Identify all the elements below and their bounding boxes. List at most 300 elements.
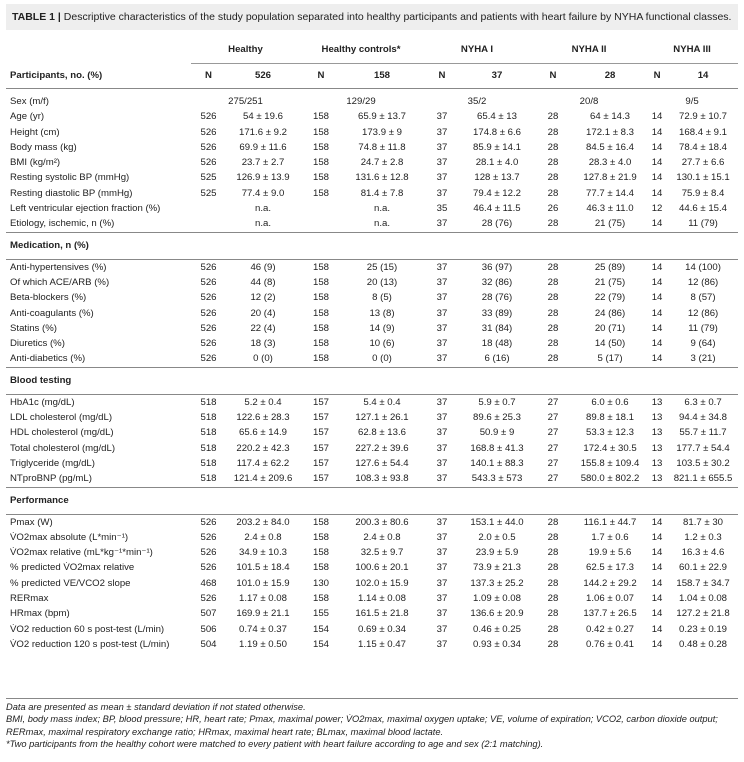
row-label: Resting diastolic BP (mmHg): [10, 187, 133, 199]
participant-count: 526: [226, 64, 300, 89]
table-caption: [6, 4, 738, 30]
stat-value: 14 (100): [685, 261, 721, 273]
stat-value: 200.3 ± 80.6: [355, 516, 409, 528]
stat-value: 20 (4): [250, 307, 276, 319]
n-value: 28: [547, 292, 559, 304]
header-blank: [6, 36, 191, 64]
n-value: 158: [312, 172, 329, 184]
n-value: 158: [312, 516, 329, 528]
stat-value: 46.3 ± 11.0: [586, 203, 634, 215]
n-value: 35: [436, 203, 448, 215]
stat-value: 32 (86): [481, 276, 513, 288]
n-value: 158: [312, 531, 329, 543]
stat-value: 102.0 ± 15.9: [355, 577, 409, 589]
table-row: [6, 186, 738, 201]
n-value: 37: [436, 638, 448, 650]
n-value: 28: [547, 261, 559, 273]
stat-value: 101.5 ± 18.4: [236, 562, 290, 574]
n-header: N: [646, 64, 668, 89]
stat-value: 5 (17): [574, 351, 646, 367]
n-value: 37: [436, 427, 448, 439]
n-value: 158: [312, 292, 329, 304]
row-label: Body mass (kg): [10, 141, 77, 153]
stat-value: 28.1 ± 4.0: [475, 157, 519, 169]
stat-value: 81.7 ± 30: [683, 516, 723, 528]
stat-value: 72.9 ± 10.7: [679, 111, 727, 123]
stat-value: 60.1 ± 22.9: [679, 562, 727, 574]
n-value: 526: [200, 322, 217, 334]
stat-value: 12 (86): [687, 276, 719, 288]
row-label: Etiology, ischemic, n (%): [6, 216, 191, 232]
stat-value: 1.17 ± 0.08: [239, 593, 287, 605]
row-label: % predicted V̇O2max relative: [10, 562, 135, 574]
n-value: 13: [651, 396, 663, 408]
stat-value: 2.4 ± 0.8: [244, 531, 282, 543]
stat-value: 44 (8): [250, 276, 276, 288]
table-row: [6, 591, 738, 606]
table-row: [6, 306, 738, 321]
stat-value: 14 (9): [369, 322, 395, 334]
stat-value: 25 (89): [594, 261, 626, 273]
n-value: 14: [651, 638, 663, 650]
n-value: 37: [436, 593, 448, 605]
stat-value: 227.2 ± 39.6: [355, 442, 409, 454]
row-label: Age (yr): [10, 111, 45, 123]
spanned-value: 275/251: [228, 96, 263, 107]
stat-value: 103.5 ± 30.2: [676, 457, 730, 469]
row-label: V̇O2max absolute (L*min⁻¹): [10, 531, 129, 543]
n-value: 526: [200, 111, 217, 123]
row-label: Total cholesterol (mg/dL): [10, 442, 116, 454]
n-value: 518: [200, 396, 217, 408]
stat-value: 126.9 ± 13.9: [236, 172, 290, 184]
stat-value: 23.7 ± 2.7: [241, 157, 285, 169]
stat-value: 0 (0): [342, 351, 422, 367]
footnote-2: BMI, body mass index; BP, blood pressure; HR, heart rate; Pmax, maximal power; V̇O2max, maximal oxygen uptake; VE, volume of expiration; VCO2, carbon dioxide output; RERmax, maximal respiratory exchange ratio; HRmax, maximal heart rate; BLmax, maximal blood lactate.: [6, 714, 718, 737]
row-label: HRmax (bpm): [10, 608, 70, 620]
n-value: 154: [312, 638, 329, 650]
stat-value: 821.1 ± 655.5: [668, 471, 738, 487]
n-value: 14: [651, 261, 663, 273]
stat-value: 172.4 ± 30.5: [583, 442, 637, 454]
stat-value: 161.5 ± 21.8: [355, 608, 409, 620]
stat-value: 172.1 ± 8.3: [586, 126, 634, 138]
n-value: 14: [651, 126, 663, 138]
stat-value: 1.09 ± 0.08: [473, 593, 521, 605]
stat-value: 168.4 ± 9.1: [679, 126, 727, 138]
n-header: N: [191, 64, 226, 89]
n-value: 518: [200, 457, 217, 469]
stat-value: 74.8 ± 11.8: [358, 141, 406, 153]
stat-value: 11 (79): [668, 216, 738, 232]
n-value: 158: [312, 322, 329, 334]
n-value: 526: [200, 547, 217, 559]
stat-value: 94.4 ± 34.8: [679, 412, 727, 424]
spanned-value: 9/5: [685, 96, 699, 107]
stat-value: 0.93 ± 0.34: [473, 638, 521, 650]
n-value: 28: [547, 562, 559, 574]
table-row: [6, 275, 738, 290]
n-value: [300, 216, 342, 232]
caption-text: Descriptive characteristics of the study population separated into healthy participants and patients with heart failure by NYHA functional classes.: [63, 11, 732, 23]
n-value: 14: [651, 608, 663, 620]
stat-value: 69.9 ± 11.6: [239, 141, 287, 153]
stat-value: 13 (8): [369, 307, 395, 319]
n-value: 28: [547, 593, 559, 605]
row-label: Triglyceride (mg/dL): [10, 457, 95, 469]
row-label: Pmax (W): [10, 516, 53, 528]
group-header: NYHA I: [422, 36, 532, 64]
n-value: 14: [651, 292, 663, 304]
n-value: 14: [651, 531, 663, 543]
stat-value: 1.7 ± 0.6: [591, 531, 629, 543]
n-value: 157: [312, 396, 329, 408]
stat-value: 108.3 ± 93.8: [342, 471, 422, 487]
stat-value: 24.7 ± 2.8: [360, 157, 404, 169]
n-value: 157: [312, 457, 329, 469]
n-value: 14: [651, 547, 663, 559]
stat-value: 5.4 ± 0.4: [363, 396, 401, 408]
stat-value: 127.1 ± 26.1: [355, 412, 409, 424]
row-label: Of which ACE/ARB (%): [10, 276, 110, 288]
n-value: 37: [436, 172, 448, 184]
table-row: [6, 109, 738, 124]
table-row: [6, 425, 738, 440]
stat-value: 79.4 ± 12.2: [473, 187, 521, 199]
stat-value: 543.3 ± 573: [462, 471, 532, 487]
n-value: 37: [436, 126, 448, 138]
row-label: HbA1c (mg/dL): [10, 396, 75, 408]
stat-value: n.a.: [226, 216, 300, 232]
n-value: 37: [422, 471, 462, 487]
stat-value: 23.9 ± 5.9: [475, 547, 519, 559]
participants-row: [6, 64, 738, 89]
stat-value: 14 (50): [594, 338, 626, 350]
row-label: V̇O2 reduction 120 s post-test (L/min): [10, 638, 170, 650]
stat-value: 136.6 ± 20.9: [470, 608, 524, 620]
stat-value: 46.4 ± 11.5: [473, 203, 521, 215]
row-label: Height (cm): [10, 126, 60, 138]
n-value: 518: [191, 471, 226, 487]
n-value: 526: [200, 157, 217, 169]
n-value: 28: [547, 608, 559, 620]
n-value: 14: [651, 307, 663, 319]
n-value: 14: [651, 276, 663, 288]
stat-value: 65.6 ± 14.9: [239, 427, 287, 439]
n-value: 158: [312, 547, 329, 559]
group-header: NYHA II: [532, 36, 646, 64]
n-value: 13: [651, 442, 663, 454]
n-value: 157: [312, 412, 329, 424]
n-value: 155: [312, 608, 329, 620]
stat-value: 28 (76): [481, 292, 513, 304]
n-value: 28: [547, 531, 559, 543]
stat-value: 34.9 ± 10.3: [239, 547, 287, 559]
participant-count: 37: [462, 64, 532, 89]
n-value: 158: [300, 351, 342, 367]
stat-value: 2.0 ± 0.5: [478, 531, 516, 543]
n-value: 525: [200, 187, 217, 199]
table-row: [6, 336, 738, 351]
stat-value: 18 (48): [481, 338, 513, 350]
table-row: [6, 125, 738, 140]
n-value: 37: [422, 216, 462, 232]
table-row: [6, 530, 738, 545]
stat-value: 127.8 ± 21.9: [583, 172, 637, 184]
stat-value: 20 (13): [366, 276, 398, 288]
stat-value: 27.7 ± 6.6: [681, 157, 725, 169]
stat-value: 1.2 ± 0.3: [684, 531, 722, 543]
stat-value: 12 (2): [250, 292, 276, 304]
stat-value: 32.5 ± 9.7: [360, 547, 404, 559]
n-value: 37: [436, 396, 448, 408]
n-value: 14: [651, 623, 663, 635]
n-value: 28: [547, 338, 559, 350]
stat-value: 16.3 ± 4.6: [681, 547, 725, 559]
n-value: 27: [547, 442, 559, 454]
n-value: 526: [200, 126, 217, 138]
n-value: 28: [547, 126, 559, 138]
n-value: 37: [436, 111, 448, 123]
stat-value: 75.9 ± 8.4: [681, 187, 725, 199]
n-value: 37: [436, 516, 448, 528]
n-value: 526: [200, 141, 217, 153]
spanned-value: 129/29: [346, 96, 376, 107]
table-row: [6, 201, 738, 216]
stat-value: 53.3 ± 12.3: [586, 427, 634, 439]
table-row: [6, 155, 738, 170]
section-header-row: [6, 367, 738, 394]
stat-value: 144.2 ± 29.2: [583, 577, 637, 589]
stat-value: 20 (71): [594, 322, 626, 334]
stat-value: 100.6 ± 20.1: [355, 562, 409, 574]
stat-value: 8 (5): [372, 292, 392, 304]
footnote-1: Data are presented as mean ± standard deviation if not stated otherwise.: [6, 702, 306, 712]
n-value: 526: [200, 562, 217, 574]
n-value: 28: [547, 577, 559, 589]
n-value: 526: [200, 276, 217, 288]
n-value: 27: [547, 396, 559, 408]
n-value: 28: [547, 172, 559, 184]
n-value: 158: [312, 126, 329, 138]
stat-value: 117.4 ± 62.2: [236, 457, 290, 469]
section-title: Performance: [6, 487, 738, 514]
n-value: 526: [200, 516, 217, 528]
stat-value: 0.23 ± 0.19: [679, 623, 727, 635]
section-title: Medication, n (%): [6, 232, 738, 259]
participants-label: Participants, no. (%): [6, 64, 191, 89]
stat-value: 36 (97): [481, 261, 513, 273]
stat-value: 127.6 ± 54.4: [355, 457, 409, 469]
row-label: Anti-coagulants (%): [10, 307, 94, 319]
row-label: LDL cholesterol (mg/dL): [10, 412, 113, 424]
n-value: 14: [651, 187, 663, 199]
group-header: Healthy controls*: [300, 36, 422, 64]
n-value: 14: [651, 157, 663, 169]
spanned-value: 35/2: [467, 96, 487, 107]
stat-value: 24 (86): [594, 307, 626, 319]
n-value: 37: [436, 623, 448, 635]
row-label: Resting systolic BP (mmHg): [10, 172, 130, 184]
n-value: 130: [312, 577, 329, 589]
stat-value: 65.9 ± 13.7: [358, 111, 406, 123]
n-value: 27: [532, 471, 574, 487]
stat-value: 5.2 ± 0.4: [244, 396, 282, 408]
stat-value: 1.14 ± 0.08: [358, 593, 406, 605]
n-value: 468: [200, 577, 217, 589]
participant-count: 28: [574, 64, 646, 89]
row-label: HDL cholesterol (mg/dL): [10, 427, 114, 439]
n-value: 158: [312, 276, 329, 288]
stat-value: 33 (89): [481, 307, 513, 319]
n-value: 28: [547, 638, 559, 650]
stat-value: 0 (0): [226, 351, 300, 367]
n-value: 28: [547, 141, 559, 153]
stat-value: 62.5 ± 17.3: [586, 562, 634, 574]
n-value: 37: [436, 187, 448, 199]
stat-value: 9 (64): [690, 338, 716, 350]
stat-value: 18 (3): [250, 338, 276, 350]
stat-value: 28 (76): [462, 216, 532, 232]
n-value: 526: [200, 261, 217, 273]
stat-value: 220.2 ± 42.3: [236, 442, 290, 454]
n-value: 27: [547, 427, 559, 439]
n-value: 158: [312, 338, 329, 350]
n-value: 518: [200, 412, 217, 424]
table-row: [6, 140, 738, 155]
n-value: 526: [200, 307, 217, 319]
n-value: 158: [312, 307, 329, 319]
table-row: [6, 622, 738, 637]
caption-label: TABLE 1 |: [12, 11, 61, 23]
n-value: 37: [436, 261, 448, 273]
n-value: 14: [651, 593, 663, 605]
n-value: 14: [646, 351, 668, 367]
stat-value: n.a.: [254, 203, 271, 215]
stat-value: 46 (9): [250, 261, 276, 273]
stat-value: 0.46 ± 0.25: [473, 623, 521, 635]
table-row: [6, 441, 738, 456]
n-value: 14: [651, 141, 663, 153]
stat-value: 128 ± 13.7: [474, 172, 520, 184]
row-label: Beta-blockers (%): [10, 292, 87, 304]
n-value: 13: [646, 471, 668, 487]
stat-value: 81.4 ± 7.8: [360, 187, 404, 199]
n-value: 28: [532, 351, 574, 367]
stat-value: 8 (57): [690, 292, 716, 304]
stat-value: 0.76 ± 0.41: [586, 638, 634, 650]
table-row: [6, 637, 738, 652]
n-value: 507: [200, 608, 217, 620]
n-value: 518: [200, 442, 217, 454]
stat-value: 116.1 ± 44.7: [583, 516, 637, 528]
stat-value: 137.7 ± 26.5: [583, 608, 637, 620]
n-value: 27: [547, 412, 559, 424]
n-value: 157: [312, 427, 329, 439]
n-value: 157: [312, 442, 329, 454]
n-value: 37: [436, 338, 448, 350]
n-value: 37: [436, 412, 448, 424]
n-value: 14: [651, 111, 663, 123]
stat-value: 203.2 ± 84.0: [236, 516, 290, 528]
n-value: 526: [200, 292, 217, 304]
n-value: [191, 216, 226, 232]
n-value: 28: [547, 547, 559, 559]
stat-value: 21 (75): [594, 276, 626, 288]
stat-value: 5.9 ± 0.7: [478, 396, 516, 408]
n-value: 37: [436, 547, 448, 559]
n-value: 37: [436, 307, 448, 319]
stat-value: 22 (4): [250, 322, 276, 334]
stat-value: 137.3 ± 25.2: [470, 577, 524, 589]
stat-value: n.a.: [342, 216, 422, 232]
stat-value: 1.04 ± 0.08: [679, 593, 727, 605]
stat-value: 19.9 ± 5.6: [588, 547, 632, 559]
stat-value: 121.4 ± 209.6: [226, 471, 300, 487]
n-value: 37: [436, 141, 448, 153]
stat-value: 155.8 ± 109.4: [580, 457, 640, 469]
n-value: 26: [547, 203, 559, 215]
participant-count: 14: [668, 64, 738, 89]
n-value: 37: [436, 276, 448, 288]
row-label: % predicted VE/VCO2 slope: [10, 577, 131, 589]
stat-value: 580.0 ± 802.2: [574, 471, 646, 487]
n-header: N: [300, 64, 342, 89]
stat-value: 31 (84): [481, 322, 513, 334]
stat-value: 3 (21): [668, 351, 738, 367]
stat-value: 54 ± 19.6: [243, 111, 283, 123]
stat-value: 127.2 ± 21.8: [676, 608, 730, 620]
n-value: 526: [191, 351, 226, 367]
n-value: 525: [200, 172, 217, 184]
table-row: [6, 576, 738, 591]
n-value: 154: [312, 623, 329, 635]
n-value: 157: [300, 471, 342, 487]
stat-value: 6.3 ± 0.7: [684, 396, 722, 408]
stat-value: 65.4 ± 13: [477, 111, 517, 123]
n-value: 518: [200, 427, 217, 439]
stat-value: 85.9 ± 14.1: [473, 141, 521, 153]
n-value: 28: [547, 322, 559, 334]
stat-value: 0.48 ± 0.28: [679, 638, 727, 650]
n-value: 158: [312, 111, 329, 123]
footnote-3: *Two participants from the healthy cohort were matched to every patient with heart failure according to age and sex (2:1 matching).: [6, 739, 544, 750]
stat-value: 55.7 ± 11.7: [679, 427, 727, 439]
row-label: RERmax: [10, 593, 49, 605]
stat-value: 62.8 ± 13.6: [358, 427, 406, 439]
participant-count: 158: [342, 64, 422, 89]
n-value: 506: [200, 623, 217, 635]
stat-value: 173.9 ± 9: [362, 126, 402, 138]
n-value: 28: [547, 157, 559, 169]
row-label: Statins (%): [10, 322, 57, 334]
n-header: N: [422, 64, 462, 89]
stat-value: 78.4 ± 18.4: [679, 141, 727, 153]
stat-value: 0.69 ± 0.34: [358, 623, 406, 635]
stat-value: 77.4 ± 9.0: [241, 187, 285, 199]
stat-value: 0.42 ± 0.27: [586, 623, 634, 635]
n-value: 12: [651, 203, 663, 215]
stat-value: 28.3 ± 4.0: [588, 157, 632, 169]
n-value: 37: [436, 577, 448, 589]
table-row: [6, 290, 738, 305]
n-value: 37: [436, 157, 448, 169]
stat-value: 1.06 ± 0.07: [586, 593, 634, 605]
n-value: 14: [651, 172, 663, 184]
n-value: 14: [651, 562, 663, 574]
stat-value: 169.9 ± 21.1: [236, 608, 290, 620]
stat-value: 177.7 ± 54.4: [676, 442, 730, 454]
